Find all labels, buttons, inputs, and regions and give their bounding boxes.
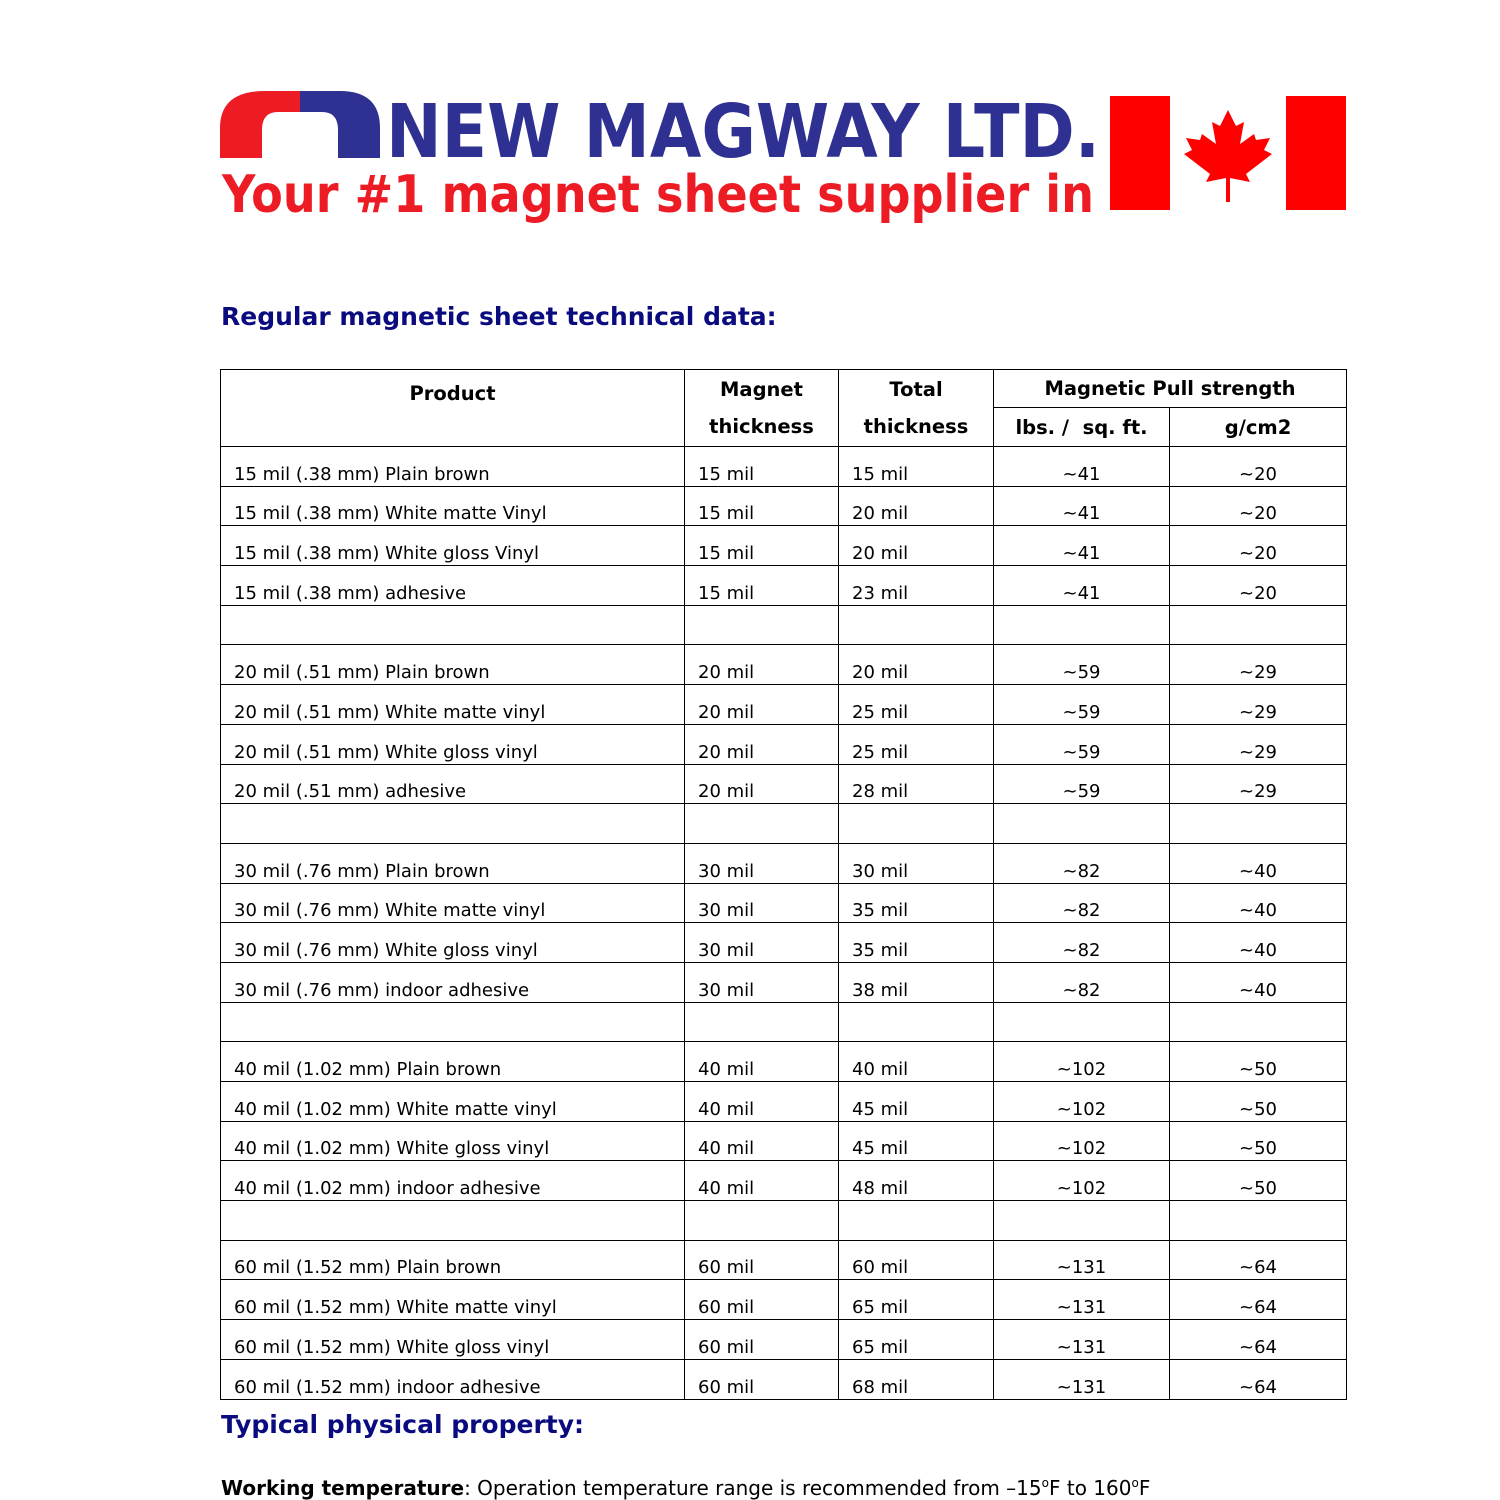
cell-pull-lbs (994, 605, 1170, 645)
table-row (221, 1320, 1347, 1360)
cell-pull-gcm (1170, 605, 1347, 645)
header-product: Product (221, 370, 685, 447)
cell-total-thickness (839, 1201, 994, 1241)
cell-magnet-thickness: 20 mil (685, 645, 839, 685)
cell-pull-lbs: ~41 (994, 486, 1170, 526)
cell-pull-gcm (1170, 1002, 1347, 1042)
cell-magnet-thickness: 40 mil (685, 1042, 839, 1082)
table-row (221, 1121, 1347, 1161)
cell-total-thickness: 28 mil (839, 764, 994, 804)
section-title-physical-property: Typical physical property: (221, 1410, 585, 1439)
cell-pull-gcm: ~50 (1170, 1042, 1347, 1082)
cell-pull-gcm: ~40 (1170, 923, 1347, 963)
cell-pull-gcm (1170, 1201, 1347, 1241)
cell-pull-gcm: ~64 (1170, 1359, 1347, 1399)
cell-pull-lbs: ~59 (994, 645, 1170, 685)
magnet-icon-blue (300, 91, 380, 158)
table-row (221, 1201, 1347, 1241)
cell-magnet-thickness (685, 804, 839, 844)
cell-total-thickness: 23 mil (839, 566, 994, 606)
header-pull-strength: Magnetic Pull strength (994, 370, 1347, 408)
table-row (221, 962, 1347, 1002)
cell-magnet-thickness: 20 mil (685, 764, 839, 804)
table-row (221, 1161, 1347, 1201)
cell-total-thickness: 25 mil (839, 685, 994, 725)
cell-total-thickness: 20 mil (839, 486, 994, 526)
cell-total-thickness (839, 605, 994, 645)
table-row (221, 1359, 1347, 1399)
cell-total-thickness: 15 mil (839, 447, 994, 487)
header-lbs-sqft: lbs. / sq. ft. (994, 408, 1170, 447)
cell-pull-lbs: ~102 (994, 1121, 1170, 1161)
table-row (221, 1240, 1347, 1280)
cell-product: 40 mil (1.02 mm) White matte vinyl (221, 1082, 685, 1122)
header-magnet-thickness: Magnet thickness (685, 370, 839, 447)
cell-magnet-thickness: 60 mil (685, 1240, 839, 1280)
cell-pull-gcm: ~40 (1170, 962, 1347, 1002)
cell-pull-lbs: ~131 (994, 1280, 1170, 1320)
technical-data-table (220, 369, 1347, 1400)
cell-magnet-thickness: 30 mil (685, 962, 839, 1002)
cell-pull-lbs: ~59 (994, 724, 1170, 764)
cell-product: 20 mil (.51 mm) White matte vinyl (221, 685, 685, 725)
cell-pull-lbs: ~41 (994, 526, 1170, 566)
cell-total-thickness: 38 mil (839, 962, 994, 1002)
cell-magnet-thickness: 15 mil (685, 447, 839, 487)
cell-product: 30 mil (.76 mm) White gloss vinyl (221, 923, 685, 963)
cell-magnet-thickness (685, 605, 839, 645)
table-row (221, 486, 1347, 526)
cell-product: 40 mil (1.02 mm) White gloss vinyl (221, 1121, 685, 1161)
table-row (221, 843, 1347, 883)
cell-magnet-thickness (685, 1201, 839, 1241)
cell-pull-lbs (994, 1002, 1170, 1042)
table-row (221, 447, 1347, 487)
cell-product (221, 1201, 685, 1241)
cell-magnet-thickness: 15 mil (685, 526, 839, 566)
cell-pull-lbs: ~41 (994, 447, 1170, 487)
cell-product (221, 804, 685, 844)
cell-magnet-thickness: 30 mil (685, 843, 839, 883)
cell-pull-lbs: ~131 (994, 1240, 1170, 1280)
degree-symbol: o (1131, 1476, 1139, 1490)
working-temperature-label: Working temperature (221, 1476, 465, 1500)
cell-total-thickness: 25 mil (839, 724, 994, 764)
working-temperature-text-end: F (1138, 1476, 1151, 1500)
cell-pull-gcm: ~20 (1170, 447, 1347, 487)
cell-product: 20 mil (.51 mm) adhesive (221, 764, 685, 804)
cell-product: 30 mil (.76 mm) Plain brown (221, 843, 685, 883)
cell-total-thickness: 48 mil (839, 1161, 994, 1201)
table-row (221, 645, 1347, 685)
cell-pull-gcm: ~50 (1170, 1082, 1347, 1122)
cell-pull-gcm: ~20 (1170, 486, 1347, 526)
cell-pull-gcm: ~29 (1170, 724, 1347, 764)
cell-product: 15 mil (.38 mm) Plain brown (221, 447, 685, 487)
cell-total-thickness: 35 mil (839, 883, 994, 923)
cell-total-thickness: 65 mil (839, 1320, 994, 1360)
cell-pull-gcm: ~40 (1170, 843, 1347, 883)
cell-product: 15 mil (.38 mm) White gloss Vinyl (221, 526, 685, 566)
cell-magnet-thickness: 40 mil (685, 1121, 839, 1161)
cell-product: 60 mil (1.52 mm) White gloss vinyl (221, 1320, 685, 1360)
cell-pull-gcm: ~64 (1170, 1320, 1347, 1360)
cell-product (221, 605, 685, 645)
cell-product: 40 mil (1.02 mm) Plain brown (221, 1042, 685, 1082)
cell-pull-gcm: ~29 (1170, 645, 1347, 685)
cell-magnet-thickness (685, 1002, 839, 1042)
cell-pull-lbs: ~131 (994, 1359, 1170, 1399)
cell-pull-gcm: ~64 (1170, 1240, 1347, 1280)
cell-pull-gcm: ~64 (1170, 1280, 1347, 1320)
cell-total-thickness: 35 mil (839, 923, 994, 963)
cell-magnet-thickness: 15 mil (685, 566, 839, 606)
cell-pull-gcm: ~20 (1170, 566, 1347, 606)
table-row (221, 1042, 1347, 1082)
cell-magnet-thickness: 40 mil (685, 1161, 839, 1201)
cell-pull-lbs: ~82 (994, 883, 1170, 923)
cell-magnet-thickness: 60 mil (685, 1359, 839, 1399)
cell-total-thickness: 45 mil (839, 1082, 994, 1122)
cell-magnet-thickness: 30 mil (685, 883, 839, 923)
magnet-icon-red (220, 91, 300, 158)
cell-product: 15 mil (.38 mm) adhesive (221, 566, 685, 606)
degree-symbol: o (1041, 1476, 1049, 1490)
cell-pull-lbs: ~82 (994, 962, 1170, 1002)
cell-product: 15 mil (.38 mm) White matte Vinyl (221, 486, 685, 526)
working-temperature-text-pre: : Operation temperature range is recommended from –15 (464, 1476, 1042, 1500)
header-g-cm2: g/cm2 (1170, 408, 1347, 447)
canada-flag-icon (1110, 96, 1346, 210)
table-row (221, 1082, 1347, 1122)
cell-pull-lbs (994, 804, 1170, 844)
cell-pull-gcm: ~20 (1170, 526, 1347, 566)
cell-magnet-thickness: 30 mil (685, 923, 839, 963)
cell-total-thickness: 65 mil (839, 1280, 994, 1320)
cell-total-thickness: 20 mil (839, 645, 994, 685)
cell-total-thickness: 40 mil (839, 1042, 994, 1082)
cell-product: 40 mil (1.02 mm) indoor adhesive (221, 1161, 685, 1201)
cell-product: 20 mil (.51 mm) White gloss vinyl (221, 724, 685, 764)
cell-magnet-thickness: 20 mil (685, 724, 839, 764)
cell-product: 30 mil (.76 mm) White matte vinyl (221, 883, 685, 923)
cell-pull-lbs: ~102 (994, 1161, 1170, 1201)
company-name: NEW MAGWAY LTD. (386, 89, 1100, 175)
cell-product (221, 1002, 685, 1042)
table-row (221, 566, 1347, 606)
table-row (221, 724, 1347, 764)
table-row (221, 883, 1347, 923)
cell-magnet-thickness: 40 mil (685, 1082, 839, 1122)
cell-total-thickness (839, 804, 994, 844)
table-row (221, 764, 1347, 804)
cell-total-thickness: 60 mil (839, 1240, 994, 1280)
cell-pull-gcm: ~40 (1170, 883, 1347, 923)
table-row (221, 685, 1347, 725)
cell-magnet-thickness: 60 mil (685, 1320, 839, 1360)
working-temperature-paragraph (221, 1476, 1150, 1500)
cell-total-thickness: 45 mil (839, 1121, 994, 1161)
cell-magnet-thickness: 15 mil (685, 486, 839, 526)
cell-product: 60 mil (1.52 mm) indoor adhesive (221, 1359, 685, 1399)
table-row (221, 804, 1347, 844)
cell-total-thickness: 68 mil (839, 1359, 994, 1399)
cell-total-thickness: 30 mil (839, 843, 994, 883)
company-logo (220, 88, 1346, 228)
cell-pull-gcm (1170, 804, 1347, 844)
table-row (221, 605, 1347, 645)
tagline: Your #1 magnet sheet supplier in (221, 165, 1094, 225)
cell-pull-lbs: ~102 (994, 1042, 1170, 1082)
cell-pull-gcm: ~29 (1170, 685, 1347, 725)
cell-pull-lbs: ~82 (994, 923, 1170, 963)
cell-pull-lbs: ~102 (994, 1082, 1170, 1122)
table-row (221, 923, 1347, 963)
cell-product: 20 mil (.51 mm) Plain brown (221, 645, 685, 685)
cell-pull-lbs: ~131 (994, 1320, 1170, 1360)
cell-pull-gcm: ~29 (1170, 764, 1347, 804)
header-total-thickness: Total thickness (839, 370, 994, 447)
table-row (221, 1002, 1347, 1042)
cell-magnet-thickness: 60 mil (685, 1280, 839, 1320)
working-temperature-text-mid: F to 160 (1048, 1476, 1132, 1500)
cell-product: 60 mil (1.52 mm) Plain brown (221, 1240, 685, 1280)
cell-total-thickness (839, 1002, 994, 1042)
cell-product: 60 mil (1.52 mm) White matte vinyl (221, 1280, 685, 1320)
cell-pull-gcm: ~50 (1170, 1121, 1347, 1161)
cell-magnet-thickness: 20 mil (685, 685, 839, 725)
table-row (221, 526, 1347, 566)
cell-pull-lbs: ~41 (994, 566, 1170, 606)
cell-pull-gcm: ~50 (1170, 1161, 1347, 1201)
cell-product: 30 mil (.76 mm) indoor adhesive (221, 962, 685, 1002)
table-row (221, 1280, 1347, 1320)
cell-pull-lbs: ~59 (994, 764, 1170, 804)
cell-pull-lbs: ~82 (994, 843, 1170, 883)
cell-pull-lbs: ~59 (994, 685, 1170, 725)
section-title-technical-data: Regular magnetic sheet technical data: (221, 302, 777, 331)
cell-pull-lbs (994, 1201, 1170, 1241)
cell-total-thickness: 20 mil (839, 526, 994, 566)
